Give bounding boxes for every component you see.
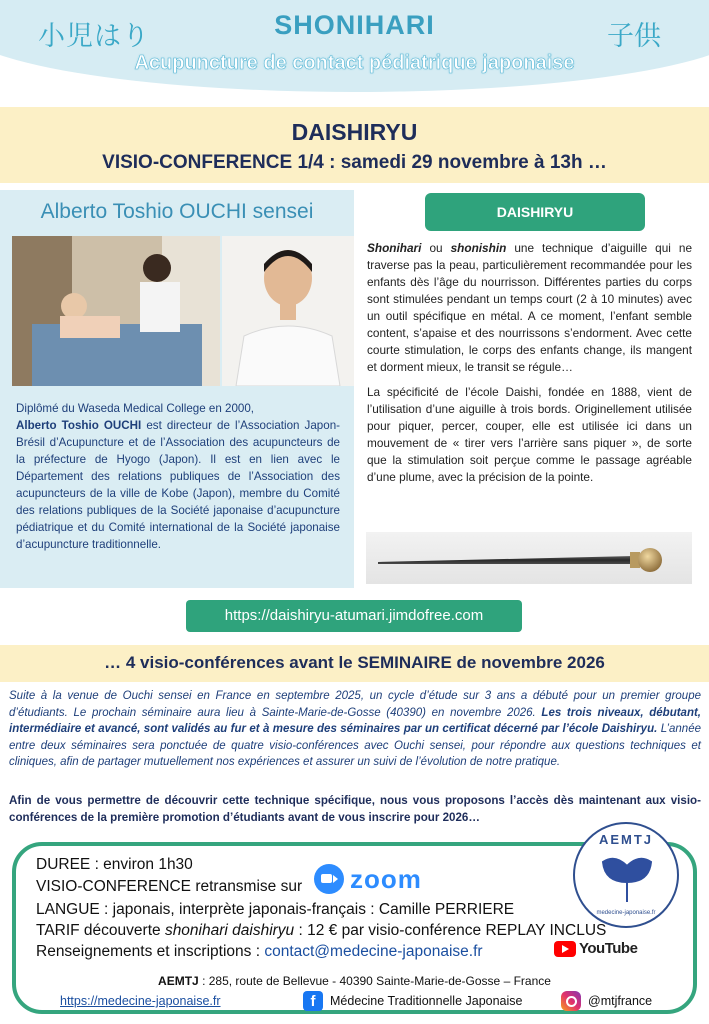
address-text: : 285, route de Bellevue - 40390 Sainte-Marie-de-Gosse – France	[202, 974, 551, 988]
tarif-label: TARIF découverte	[36, 922, 161, 939]
bio-lead: Diplômé du Waseda Medical College en 2000,	[16, 402, 255, 415]
kanji-kodomo: 子供	[607, 21, 661, 52]
bio-teacher-name: Alberto Toshio OUCHI	[16, 419, 142, 432]
website-link[interactable]: https://medecine-japonaise.fr	[60, 994, 221, 1008]
intro-text-bold: Les trois niveaux, débutant, intermédiaire et avancé, sont validés au fur et à mesure des séminaires par un certificat décerné par l’école Daishiryu.	[9, 706, 701, 736]
tarif-term: shonihari daishiryu	[164, 922, 295, 939]
event-title: DAISHIRYU	[291, 119, 418, 145]
description-text-1: une technique d’aiguille qui ne traverse pas la peau, particulièrement recommandée pour les enfants dès l’âge du nourrisson. Différentes parties du corps sont stimulées pendant un temps court (2 à 10 minutes) avec un outil spécifique en métal. A ce moment, l’enfant semble content, s’apaise et des nourrissons s’endorment. Avec cette courte stimulation, le corps des enfants change, ils mangent et dorment mieux, le transit se régule…	[367, 241, 693, 374]
teacher-portrait-photo	[222, 236, 354, 386]
tarif-price: : 12 € par visio-conférence REPLAY INCLUS	[298, 922, 607, 939]
zoom-logo	[314, 864, 422, 894]
instagram-icon[interactable]	[561, 991, 581, 1011]
teacher-name: Alberto Toshio OUCHI sensei	[40, 200, 314, 223]
conference-intro	[9, 688, 701, 771]
address-org: AEMTJ	[158, 974, 199, 988]
conference-banner	[0, 645, 709, 682]
zoom-wordmark: zoom	[350, 863, 422, 894]
event-banner	[0, 107, 709, 183]
term-shonihari: Shonihari	[367, 241, 422, 255]
visio-platform: VISIO-CONFERENCE retransmise sur	[36, 878, 303, 895]
event-date: VISIO-CONFERENCE 1/4 : samedi 29 novembre à 13h …	[102, 152, 607, 173]
aemtj-logo-text: AEMTJ	[598, 832, 654, 847]
tarif	[36, 922, 606, 940]
teacher-bio	[16, 400, 340, 553]
youtube-icon	[554, 941, 576, 957]
bio-text: est directeur de l’Association Japon-Brésil d’Acupuncture et de l’Association des acupuncteurs de la préfecture de Hyogo (Japon). Il est en lien avec le Département des relations publiques de l’Association des acupuncteurs de la ville de Kobe (Japon), membre du Comité des relations publiques de la Société japonaise d’acupuncture pédiatrique et du Comité international de la Société japonaise d’acupuncture traditionnelle.	[16, 419, 340, 551]
intro-text-2: L’année entre deux séminaires sera ponctuée de quatre visio-conférences avec Ouchi sensei, pour répondre aux questions techniques et cliniques, afin de partager mutuellement nos expériences et assurer un suivi de l’évolution de notre pratique.	[9, 723, 701, 769]
zoom-camera-icon	[314, 864, 344, 894]
conference-offer: Afin de vous permettre de découvrir cette technique spécifique, nous vous proposons l’accès dès maintenant aux visio-conférences de la première promotion d’étudiants avant de vous inscrire pour 2026…	[9, 794, 701, 824]
kanji-shonihari: 小児はり	[38, 21, 150, 52]
youtube-wordmark: YouTube	[579, 940, 638, 957]
facebook-icon[interactable]: f	[303, 991, 323, 1011]
teacher-panel	[0, 190, 354, 588]
needle-photo	[366, 532, 692, 584]
contact-label: Renseignements et inscriptions :	[36, 943, 261, 960]
aemtj-logo	[573, 822, 679, 928]
instagram-handle[interactable]: @mtjfrance	[588, 994, 653, 1008]
website-link-button[interactable]: https://daishiryu-atumari.jimdofree.com	[186, 600, 522, 632]
term-shonishin: shonishin	[450, 241, 507, 255]
page-title: SHONIHARI	[274, 10, 435, 40]
postal-address	[16, 974, 693, 988]
daishiryu-description	[367, 240, 692, 494]
description-paragraph-2: La spécificité de l’école Daishi, fondée en 1888, vient de l’utilisation d’une aiguille à trois bords. Originellement utilisée pour piquer, percer, couper, elle est utilisée ici dans un mouvement de « tirer vers l’arrière sans piquer », de sorte que la stimulation soit perçue comme le passage agréable d’une plume, avec la précision de la pointe.	[367, 385, 692, 484]
description-paragraph-1	[367, 240, 692, 376]
header	[0, 0, 709, 96]
contact-line	[36, 943, 483, 961]
ginkgo-leaf-icon	[601, 852, 653, 904]
daishiryu-heading-button: DAISHIRYU	[425, 193, 645, 231]
description-or: ou	[429, 241, 443, 255]
duration: DUREE : environ 1h30	[36, 856, 193, 873]
aemtj-logo-url: medecine-japonaise.fr	[596, 910, 656, 916]
facebook-page-name[interactable]: Médecine Traditionnelle Japonaise	[330, 994, 523, 1008]
teacher-treatment-photo	[12, 236, 220, 386]
contact-email-link[interactable]: contact@medecine-japonaise.fr	[264, 943, 483, 960]
conference-title: … 4 visio-conférences avant le SEMINAIRE de novembre 2026	[104, 653, 605, 672]
language: LANGUE : japonais, interprète japonais-français : Camille PERRIERE	[36, 901, 515, 918]
intro-text-1: Suite à la venue de Ouchi sensei en France en septembre 2025, un cycle d’étude sur 3 ans a débuté pour un premier groupe d’étudiants. Le prochain séminaire aura lieu à Sainte-Marie-de-Gosse (40390) en novembre 2026.	[9, 690, 701, 719]
youtube-link[interactable]	[554, 940, 637, 957]
page-subtitle: Acupuncture de contact pédiatrique japonaise	[134, 52, 575, 74]
